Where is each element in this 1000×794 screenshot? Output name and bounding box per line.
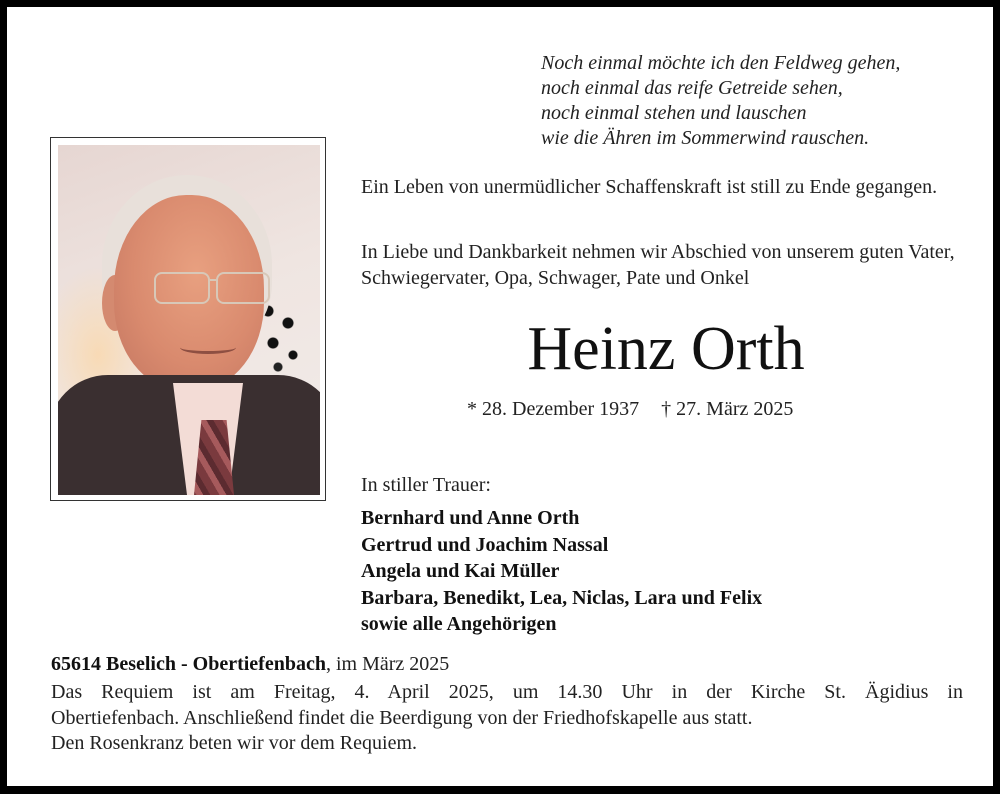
birth-date: * 28. Dezember 1937 bbox=[467, 398, 640, 420]
mourner-entry: Gertrud und Joachim Nassal bbox=[361, 533, 609, 556]
glasses-icon bbox=[216, 272, 270, 304]
service-line: Das Requiem ist am Freitag, 4. April 2025, um 14.30 Uhr in der Kirche St. Ägidius in bbox=[51, 681, 963, 703]
mourner-entry: Bernhard und Anne Orth bbox=[361, 507, 580, 529]
intro-paragraph-1: Ein Leben von unermüdlicher Schaffenskraft ist still zu Ende gegangen. bbox=[361, 176, 938, 198]
location-date: , im März 2025 bbox=[325, 653, 450, 675]
poem-line: noch einmal stehen und lauschen bbox=[541, 102, 807, 124]
intro-paragraph-2: In Liebe und Dankbarkeit nehmen wir Abschied von unserem guten Vater, Schwiegervater, Opa, Schwager, Pate und Onkel bbox=[361, 241, 955, 289]
poem-line: noch einmal das reife Getreide sehen, bbox=[541, 77, 843, 99]
poem-line: wie die Ähren im Sommerwind rauschen. bbox=[541, 127, 870, 149]
obituary-page bbox=[7, 7, 993, 786]
service-line: Den Rosenkranz beten wir vor dem Requiem. bbox=[51, 732, 418, 754]
poem-line: Noch einmal möchte ich den Feldweg gehen, bbox=[541, 52, 901, 74]
portrait-smile bbox=[180, 341, 236, 354]
life-dates bbox=[467, 396, 793, 422]
glasses-bridge bbox=[208, 279, 216, 281]
death-date: † 27. März 2025 bbox=[661, 398, 794, 420]
mourner-entry: sowie alle Angehörigen bbox=[361, 613, 557, 635]
location: 65614 Beselich - Obertiefenbach bbox=[51, 653, 326, 675]
portrait-photo bbox=[58, 145, 320, 495]
service-info bbox=[51, 680, 963, 757]
service-line: Obertiefenbach. Anschließend findet die Beerdigung von der Friedhofskapelle aus statt. bbox=[51, 706, 753, 729]
mourner-entry: Angela und Kai Müller bbox=[361, 560, 560, 582]
portrait-frame bbox=[50, 137, 326, 501]
deceased-name: Heinz Orth bbox=[527, 315, 805, 383]
mourners-list bbox=[361, 505, 762, 638]
mourner-entry: Barbara, Benedikt, Lea, Niclas, Lara und Felix bbox=[361, 586, 763, 609]
location-line bbox=[51, 651, 449, 677]
glasses-icon bbox=[154, 272, 210, 304]
mourning-label: In stiller Trauer: bbox=[361, 474, 491, 496]
poem bbox=[541, 51, 900, 151]
